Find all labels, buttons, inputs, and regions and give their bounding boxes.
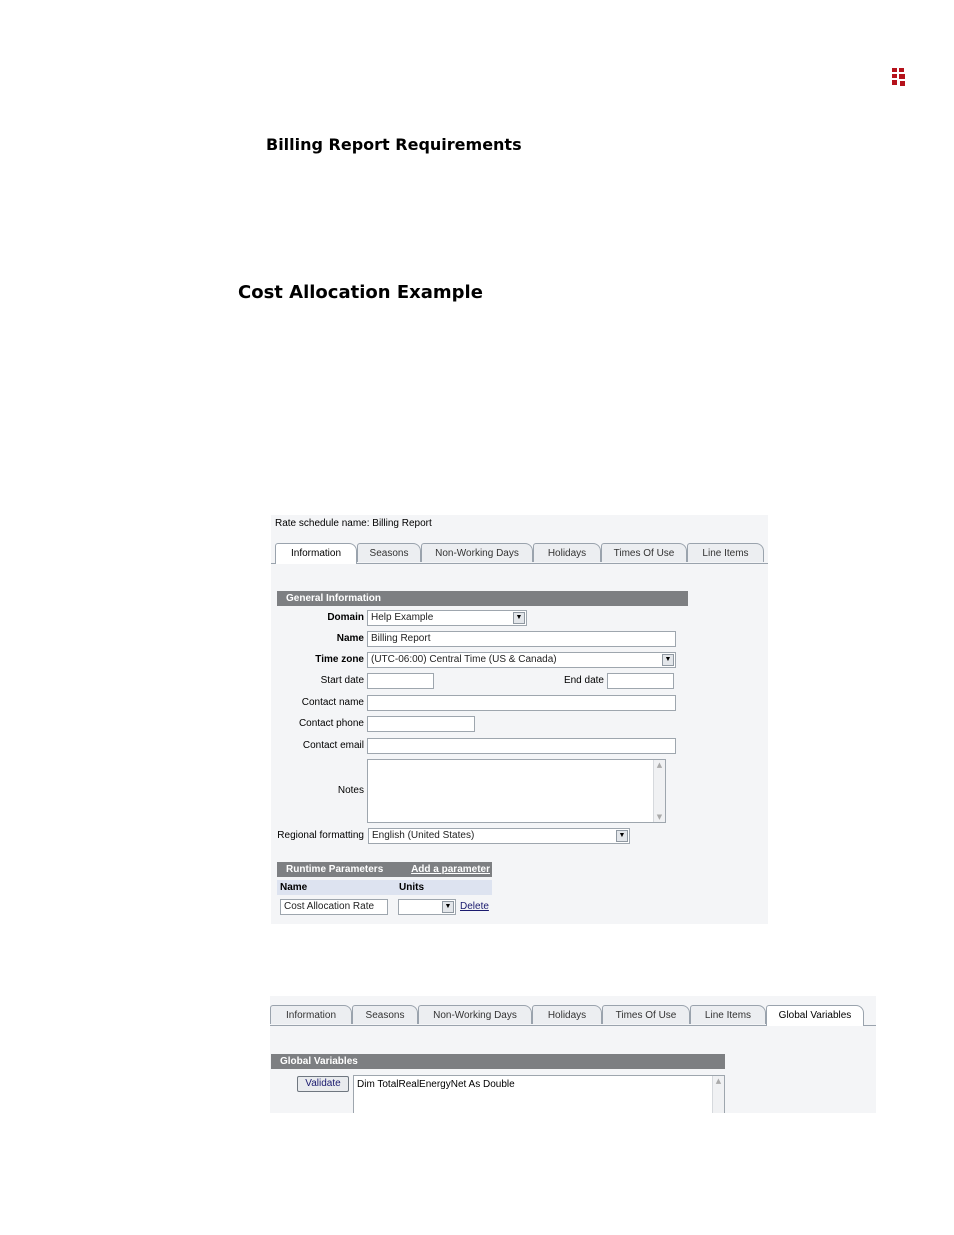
global-variables-screenshot: [270, 996, 876, 1113]
domain-value: Help Example: [371, 612, 434, 623]
chevron-down-icon[interactable]: ▼: [616, 830, 628, 842]
brand-logo-icon: [892, 68, 906, 86]
global-variables-code-editor[interactable]: [353, 1075, 725, 1113]
runtime-parameters-header: [277, 862, 492, 877]
runtime-parameters-columns: [277, 880, 492, 895]
tab-bar: [271, 543, 768, 564]
code-scrollbar[interactable]: [712, 1076, 724, 1113]
code-line: Dim TotalRealEnergyNet As Double: [357, 1079, 515, 1090]
validate-button[interactable]: Validate: [297, 1076, 349, 1092]
rate-schedule-screenshot: [271, 515, 768, 924]
tab-times-of-use[interactable]: Times Of Use: [602, 1005, 690, 1024]
contact-phone-label: Contact phone: [298, 718, 364, 729]
regional-formatting-label: Regional formatting: [277, 830, 364, 841]
scroll-up-icon[interactable]: ▲: [715, 1077, 722, 1085]
contact-email-label: Contact email: [302, 740, 364, 751]
tab-global-variables[interactable]: Global Variables: [766, 1005, 864, 1026]
runtime-parameters-title: Runtime Parameters: [286, 864, 384, 875]
end-date-field[interactable]: [607, 673, 674, 689]
rate-schedule-name: Rate schedule name: Billing Report: [275, 518, 432, 529]
contact-name-field[interactable]: [367, 695, 676, 711]
regional-formatting-value: English (United States): [372, 830, 475, 841]
notes-textarea[interactable]: [367, 759, 666, 823]
scroll-up-icon[interactable]: ▲: [656, 761, 663, 769]
delete-parameter-link[interactable]: Delete: [460, 901, 489, 912]
contact-name-label: Contact name: [301, 697, 364, 708]
units-select[interactable]: [398, 899, 456, 915]
global-variables-header: Global Variables: [271, 1054, 725, 1069]
section-heading-billing: Billing Report Requirements: [266, 135, 522, 154]
tab-bar: [270, 1005, 876, 1026]
chevron-down-icon[interactable]: ▼: [513, 612, 525, 624]
end-date-label: End date: [563, 675, 604, 686]
timezone-value: (UTC-06:00) Central Time (US & Canada): [371, 654, 557, 665]
domain-select[interactable]: [367, 610, 527, 626]
general-information-header: General Information: [277, 591, 688, 606]
regional-formatting-select[interactable]: [368, 828, 630, 844]
notes-scrollbar[interactable]: [653, 760, 665, 822]
tab-information[interactable]: Information: [275, 543, 357, 564]
tab-times-of-use[interactable]: Times Of Use: [601, 543, 687, 562]
chevron-down-icon[interactable]: ▼: [442, 901, 454, 913]
scroll-down-icon[interactable]: ▼: [656, 813, 663, 821]
notes-label: Notes: [337, 785, 364, 796]
column-header-units: Units: [399, 882, 424, 893]
tab-holidays[interactable]: Holidays: [533, 543, 601, 562]
tab-non-working-days[interactable]: Non-Working Days: [421, 543, 533, 562]
tab-seasons[interactable]: Seasons: [357, 543, 421, 562]
column-header-name: Name: [280, 882, 308, 893]
tab-information[interactable]: Information: [270, 1005, 352, 1024]
contact-email-field[interactable]: [367, 738, 676, 754]
tab-holidays[interactable]: Holidays: [532, 1005, 602, 1024]
name-label: Name: [336, 633, 364, 644]
tab-line-items[interactable]: Line Items: [690, 1005, 766, 1024]
section-heading-cost-allocation: Cost Allocation Example: [238, 282, 483, 303]
start-date-field[interactable]: [367, 673, 434, 689]
add-parameter-link[interactable]: Add a parameter: [411, 864, 490, 875]
start-date-label: Start date: [320, 675, 364, 686]
name-field[interactable]: Billing Report: [367, 631, 676, 647]
contact-phone-field[interactable]: [367, 716, 475, 732]
parameter-name-field[interactable]: Cost Allocation Rate: [280, 899, 388, 915]
timezone-select[interactable]: [367, 652, 676, 668]
tab-line-items[interactable]: Line Items: [687, 543, 764, 562]
domain-label: Domain: [327, 612, 364, 623]
tab-seasons[interactable]: Seasons: [352, 1005, 418, 1024]
tab-non-working-days[interactable]: Non-Working Days: [418, 1005, 532, 1024]
timezone-label: Time zone: [315, 654, 364, 665]
chevron-down-icon[interactable]: ▼: [662, 654, 674, 666]
